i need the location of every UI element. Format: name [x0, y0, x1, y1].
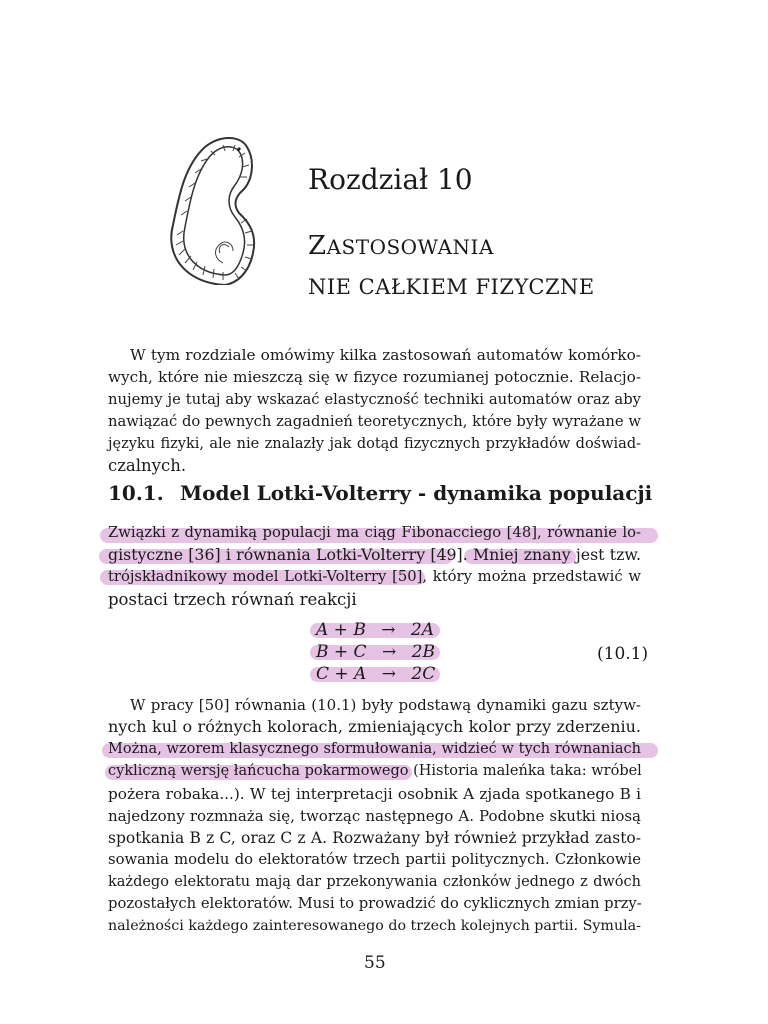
equation-number: (10.1) — [597, 644, 649, 664]
equation-lhs: A + B — [316, 620, 366, 640]
paragraph-line: Można, wzorem klasycznego sformułowania, widzieć w tych równaniach — [108, 741, 641, 757]
intro-line: czalnych. — [108, 456, 187, 475]
paragraph-line: najedzony rozmnaża się, tworząc następnego A. Podobne skutki niosą — [108, 807, 641, 825]
equation-row — [316, 619, 434, 641]
chapter-number: Rozdział 10 — [308, 163, 473, 196]
paragraph-line: pożera robaka...). W tej interpretacji osobnik A zjada spotkanego B i — [108, 785, 641, 803]
page-number: 55 — [364, 953, 386, 973]
equation-row — [316, 663, 435, 685]
arrow-icon: → — [381, 664, 396, 684]
intro-line: nujemy je tutaj aby wskazać elastyczność techniki automatów oraz aby — [108, 391, 641, 408]
section-number: 10.1. — [108, 481, 164, 505]
chapter-title-initial: Z — [308, 231, 327, 261]
equation-rhs: 2B — [411, 642, 435, 662]
intro-line: nawiązać do pewnych zagadnień teoretycznych, które były wyrażane w — [108, 413, 641, 430]
paragraph-line: cykliczną wersję łańcucha pokarmowego (Historia maleńka taka: wróbel — [108, 763, 642, 779]
snake-ornament-icon — [165, 135, 270, 285]
intro-line: W tym rozdziale omówimy kilka zastosowań automatów komórko- — [130, 346, 641, 364]
arrow-icon: → — [381, 642, 397, 662]
paragraph-line: postaci trzech równań reakcji — [108, 590, 357, 609]
paragraph-line: W pracy [50] równania (10.1) były podstawą dynamiki gazu sztyw- — [130, 696, 641, 714]
chapter-title — [308, 230, 494, 263]
equation-lhs: C + A — [316, 664, 367, 684]
chapter-title-rest: ASTOSOWANIA — [326, 235, 494, 259]
equation-lhs: B + C — [316, 642, 367, 662]
paragraph-line: nych kul o różnych kolorach, zmieniających kolor przy zderzeniu. — [108, 717, 641, 736]
intro-line: języku fizyki, ale nie znalazły jak dotąd fizycznych przykładów doświad- — [108, 436, 641, 452]
paragraph-line: należności każdego zainteresowanego do trzech kolejnych partii. Symula- — [108, 918, 641, 934]
equation-row — [316, 641, 435, 663]
arrow-icon: → — [381, 620, 396, 640]
paragraph-line: każdego elektoratu mają dar przekonywania członków jednego z dwóch — [108, 874, 641, 890]
intro-line: wych, które nie mieszczą się w fizyce rozumianej potocznie. Relacjo- — [108, 368, 641, 386]
equation-rhs: 2C — [411, 664, 436, 684]
section-heading — [108, 480, 652, 506]
paragraph-line: spotkania B z C, oraz C z A. Rozważany był również przykład zasto- — [108, 829, 641, 847]
section-title: Model Lotki-Volterry - dynamika populacji — [180, 481, 653, 505]
paragraph-line: Związki z dynamiką populacji ma ciąg Fibonacciego [48], równanie lo- — [108, 524, 641, 541]
paragraph-line: gistyczne [36] i równania Lotki-Volterry [49]. Mniej znany jest tzw. — [108, 545, 641, 564]
equation-rhs: 2A — [410, 620, 434, 640]
paragraph-line: pozostałych elektoratów. Musi to prowadzić do cyklicznych zmian przy- — [108, 895, 642, 912]
paragraph-line: sowania modelu do elektoratów trzech partii politycznych. Członkowie — [108, 851, 641, 868]
paragraph-line: trójskładnikowy model Lotki-Volterry [50], który można przedstawić w — [108, 568, 641, 585]
chapter-subtitle: NIE CAŁKIEM FIZYCZNE — [308, 275, 595, 299]
